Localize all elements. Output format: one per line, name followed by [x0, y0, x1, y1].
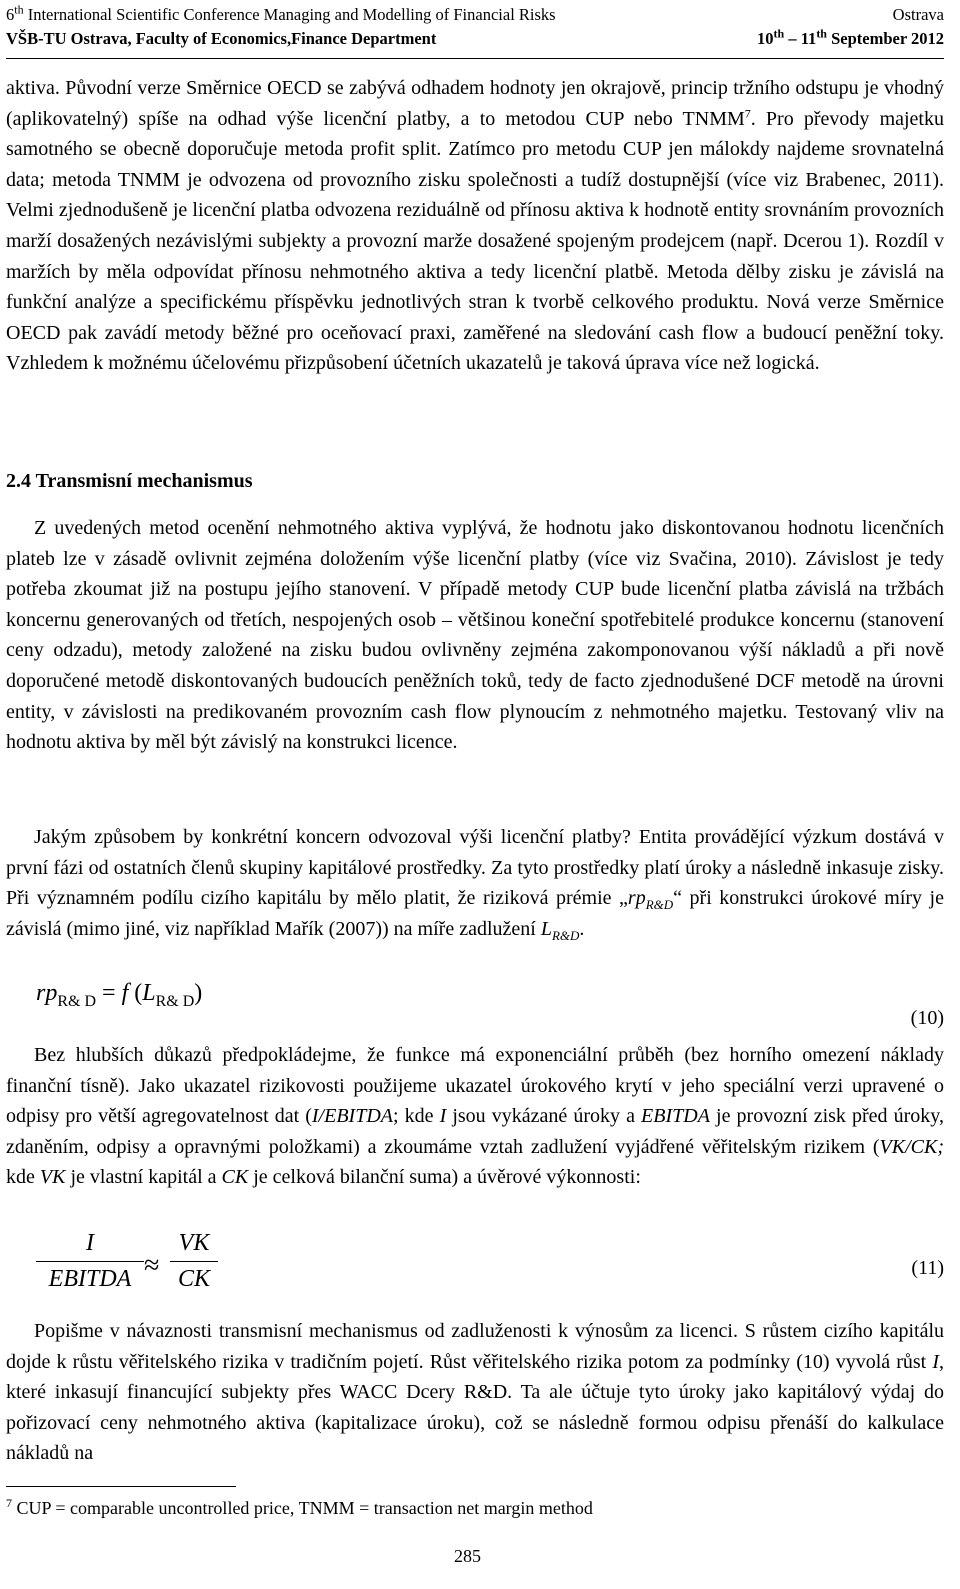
paragraph-3-text-a: Jakým způsobem by konkrétní koncern odvozoval výši licenční platby? Entita provádějící výzkum dostává v první fázi od ostatních členů skupiny kapitálové prostředky. Za tyto prostředky platí úroky a následně inkasuje zisky. Při významném podílu cizího kapitálu by mělo platit, že riziková prémie „ — [6, 826, 944, 910]
eq10-rp-subscript: R& D — [57, 992, 97, 1010]
p4-text-d: je provozní zisk před úroky, zdaněním, odpisy a opravnými položkami) a zkoumáme vztah zadlužení vyjádřené věřitelským rizikem ( — [6, 1105, 944, 1158]
p4-italic-6: CK — [221, 1166, 249, 1189]
conference-number-suffix: th — [14, 2, 24, 17]
p4-text-c: jsou vykázané úroky a — [446, 1105, 642, 1128]
eq10-f: f — [121, 980, 129, 1006]
footnote-divider — [6, 1486, 236, 1487]
section-heading: 2.4 Transmisní mechanismus — [6, 470, 253, 492]
paragraph-1-text-a: aktiva. Původní verze Směrnice OECD se zabývá odhadem hodnoty jen okrajově, princip tržního odstupu je vhodný (aplikovatelný) spíše na odhad výše licenční platby, a to metodou CUP nebo TNMM — [6, 77, 944, 130]
p4-text-f: je vlastní kapitál a — [65, 1166, 222, 1189]
p4-italic-1: I/EBITDA — [311, 1105, 393, 1128]
date-dash: – — [788, 29, 797, 48]
p4-italic-3: EBITDA — [641, 1105, 710, 1128]
paragraph-4 — [6, 1040, 944, 1193]
equation-11-fraction-right — [170, 1230, 218, 1293]
page-number: 285 — [454, 1546, 481, 1566]
conference-date — [757, 28, 944, 50]
p4-text-b: ; kde — [392, 1105, 440, 1128]
paragraph-2: Z uvedených metod ocenění nehmotného aktiva vyplývá, že hodnotu jako diskontovanou hodnotu licenčních plateb lze v zásadě ovlivnit zejména doložením výše licenční platby (více viz Svačina, 2010). Závislost je tedy potřeba zkoumat již na postupu jejího stanovení. V případě metody CUP bude licenční platba závislá na tržbách koncernu generovaných od třetích, nespojených osob – většinou koneční spotřebitelé produkce koncernu (stanovení ceny odzadu), metody založené na zisku budou ovlivněny zejména zakomponovanou výší nákladů a při nově doporučené metodě diskontovaných budoucích peněžních toků, tedy de facto zjednodušené DCF metodě na úrovni entity, v závislosti na predikovaném provozním cash flow plynoucím z nehmotného majetku. Testovaný vliv na hodnotu aktiva by měl být závislý na konstrukci licence. — [6, 517, 944, 754]
rp-subscript: R&D — [645, 897, 674, 913]
l-subscript: R&D — [551, 927, 580, 943]
p4-italic-4: VK/CK; — [879, 1135, 944, 1158]
footnote-7 — [6, 1498, 593, 1519]
eq10-equals: = — [96, 980, 122, 1006]
paragraph-1-text-b: . Pro převody majetku samotného se obecně doporučuje metoda profit split. Zatímco pro metodu CUP jen málokdy najdeme srovnatelná data; metoda TNMM je odvozena od provozního zisku společnosti a tudíž dostupnější (více viz Brabenec, 2011). Velmi zjednodušeně je licenční platba odvozena reziduálně od přínosu aktiva k hodnotě entity srovnáním provozních marží dosažených nezávislými subjekty a provozní marže dosažené spojeným prodejcem (např. Dcerou 1). Rozdíl v maržích by měla odpovídat přínosu nehmotného aktiva a tedy licenční platbě. Metoda dělby zisku je závislá na funkční analýze a specifickému příspěvku jednotlivých stran k tvorbě celkového produktu. Nová verze Směrnice OECD pak zavádí metody běžné pro oceňovací praxi, zaměřené na sledování cash flow a budoucí peněžní toky. Vzhledem k možnému účelovému přizpůsobení účetních ukazatelů je taková úprava více než logická. — [6, 107, 944, 375]
p5-italic-1: I — [932, 1350, 939, 1373]
footnote-text: CUP = comparable uncontrolled price, TNMM = transaction net margin method — [12, 1498, 593, 1518]
date-day-2: 11 — [800, 29, 817, 48]
running-header-line-1 — [6, 4, 944, 26]
p5-text-a: Popišme v návaznosti transmisní mechanismus od zadluženosti k výnosům za licenci. S růstem cizího kapitálu dojde k růstu věřitelského rizika v tradičním pojetí. Růst věřitelského rizika potom za podmínky (10) vyvolá růst — [6, 1320, 944, 1373]
eq10-l-subscript: R& D — [155, 992, 195, 1010]
header-divider — [6, 58, 944, 59]
paragraph-3-text-b: “ při konstrukci úrokové míry je závislá (mimo jiné, viz například Mařík (2007)) na míře zadlužení — [6, 887, 944, 940]
date-day-1: 10 — [757, 29, 774, 48]
eq11-denominator-ebitda: EBITDA — [48, 1266, 132, 1292]
p5-text-b: , které inkasují financující subjekty přes WACC Dcery R&D. Ta ale účtuje tyto úroky jako kapitálový výdaj do pořizovací ceny nehmotného aktiva (kapitalizace úroku), což se následně formou odpisu přenáší do kalkulace nákladů na — [6, 1350, 944, 1465]
conference-number: 6 — [6, 5, 15, 24]
date-month-year: September 2012 — [831, 29, 944, 48]
eq11-denominator-ck: CK — [177, 1266, 210, 1292]
running-header-line-2 — [6, 28, 944, 50]
equation-11-fraction-left — [36, 1230, 144, 1293]
date-suffix-1: th — [773, 26, 785, 41]
paragraph-5 — [6, 1316, 944, 1469]
rp-symbol: rp — [627, 887, 646, 910]
l-symbol: L — [540, 917, 552, 940]
p4-text-a: Bez hlubších důkazů předpokládejme, že funkce má exponenciální průběh (bez horního omezení náklady finanční tísně). Jako ukazatel rizikovosti použijeme ukazatel úrokového krytí v jeho speciální verzi upravené o odpisy pro větší agregovatelnost dat ( — [6, 1044, 944, 1128]
date-suffix-2: th — [816, 26, 827, 41]
conference-city: Ostrava — [892, 5, 944, 24]
eq10-close-paren: ) — [194, 980, 203, 1006]
eq10-open-paren: ( — [128, 980, 143, 1006]
equation-10 — [36, 980, 203, 1010]
paragraph-1 — [6, 73, 944, 379]
equation-11-number: (11) — [911, 1257, 944, 1279]
p4-text-e: kde — [6, 1166, 40, 1189]
faculty-name: VŠB-TU Ostrava, Faculty of Economics,Finance Department — [6, 29, 437, 48]
equation-11-approx: ≈ — [144, 1250, 160, 1281]
eq11-numerator-vk: VK — [170, 1230, 218, 1262]
paragraph-3-text-c: . — [579, 917, 585, 940]
eq10-rp: rp — [36, 980, 58, 1006]
footnote-mark: 7 — [6, 1496, 12, 1510]
p4-italic-5: VK — [39, 1166, 66, 1189]
p4-italic-2: I — [439, 1105, 447, 1128]
eq11-numerator-i: I — [36, 1230, 144, 1262]
p4-text-g: je celková bilanční suma) a úvěrové výkonnosti: — [248, 1166, 641, 1189]
equation-10-number: (10) — [910, 1007, 944, 1029]
paragraph-3 — [6, 822, 944, 944]
conference-title: International Scientific Conference Managing and Modelling of Financial Risks — [27, 5, 556, 24]
footnote-ref-7: 7 — [744, 105, 751, 120]
eq10-l: L — [142, 980, 156, 1006]
